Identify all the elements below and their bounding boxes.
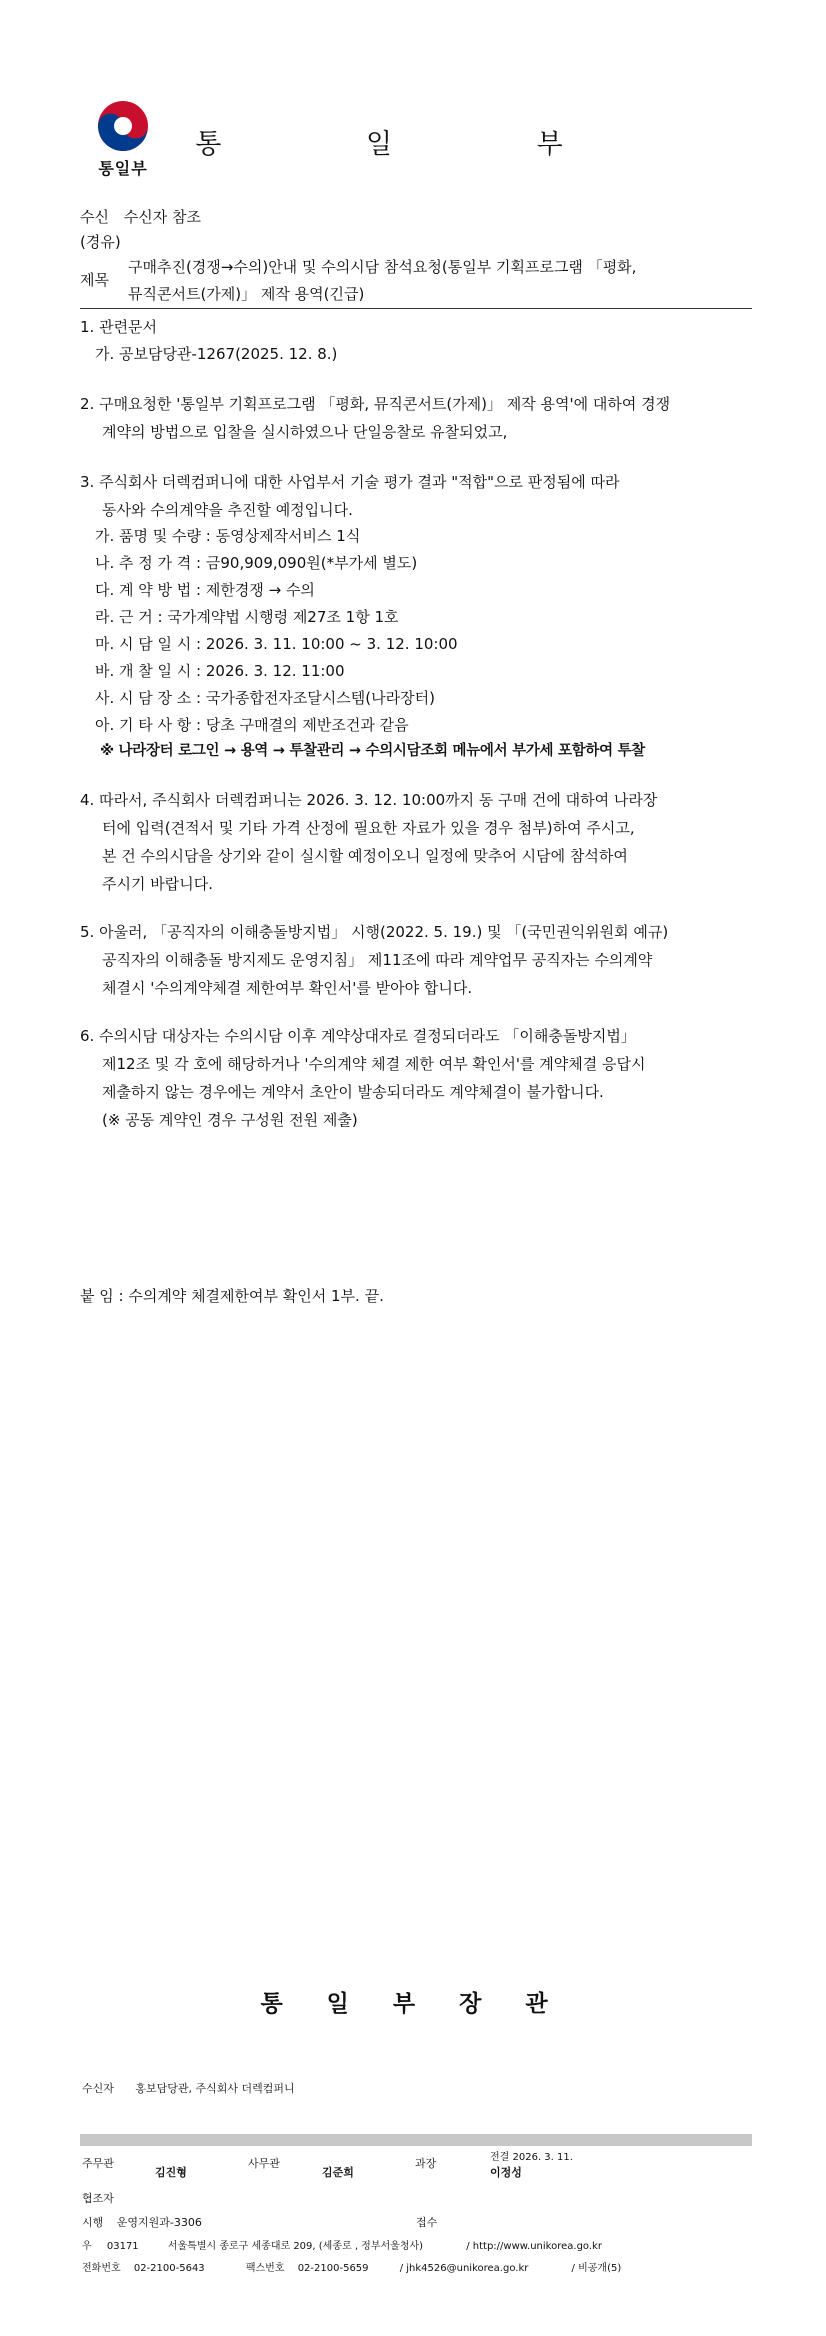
reviewer-name: 김준희 xyxy=(322,2166,354,2179)
title-line-1: 구매추진(경쟁→수의)안내 및 수의시담 참석요청(통일부 기획프로그램 「평화, xyxy=(128,258,637,276)
recipients-row xyxy=(82,2080,295,2096)
receipt-label: 접수 xyxy=(416,2216,438,2229)
footer-divider xyxy=(80,2134,752,2146)
fax-label: 팩스번호 xyxy=(245,2263,285,2274)
item-h: 아. 기 타 사 항 : 당초 구매결의 제반조건과 같음 xyxy=(95,716,409,734)
recipient-value: 수신자 참조 xyxy=(123,208,201,226)
item-d: 라. 근 거 : 국가계약법 시행령 제27조 1항 1호 xyxy=(95,608,399,626)
paragraph-6-line-3: 제출하지 않는 경우에는 계약서 초안이 발송되더라도 계약체결이 불가합니다. xyxy=(102,1083,604,1101)
title-divider xyxy=(80,308,752,309)
minister-signature-title: 통 일 부 장 관 xyxy=(260,1991,566,2017)
homepage-link[interactable]: / http://www.unikorea.go.kr xyxy=(466,2241,602,2252)
recipients-value: 홍보담당관, 주식회사 더렉컴퍼니 xyxy=(135,2082,295,2095)
contact-row xyxy=(82,2259,621,2274)
email-link[interactable]: / jhk4526@unikorea.go.kr xyxy=(399,2263,529,2274)
paragraph-5-line-3: 체결시 '수의계약체결 제한여부 확인서'를 받아야 합니다. xyxy=(102,979,473,997)
approver-label: 과장 xyxy=(415,2157,437,2170)
recipient-row xyxy=(80,205,201,229)
disclosure-status: / 비공개(5) xyxy=(571,2263,622,2274)
enforce-row xyxy=(82,2214,202,2230)
approval-date: 전결 2026. 3. 11. xyxy=(490,2152,573,2163)
approver-name: 이정성 xyxy=(490,2166,522,2179)
paragraph-4-line-4: 주시기 바랍니다. xyxy=(102,875,213,893)
item-c: 다. 계 약 방 법 : 제한경쟁 → 수의 xyxy=(95,581,315,599)
coop-label: 협조자 xyxy=(82,2192,114,2205)
zip-label: 우 xyxy=(82,2241,92,2252)
item-b: 나. 추 정 가 격 : 금90,909,090원(*부가세 별도) xyxy=(95,554,418,572)
logo-text: 통일부 xyxy=(98,159,148,178)
recipients-label: 수신자 xyxy=(82,2082,114,2095)
drafter-label: 주무관 xyxy=(82,2157,114,2170)
phone-label: 전화번호 xyxy=(82,2263,121,2274)
address-value: 서울특별시 종로구 세종대로 209, (세종로 , 정부서울청사) xyxy=(167,2241,424,2252)
paragraph-5-line-1: 5. 아울러, 「공직자의 이해충돌방지법」 시행(2022. 5. 19.) 및 「(국민권익위원회 예규) xyxy=(80,923,669,941)
paragraph-4-line-3: 본 건 수의시담을 상기와 같이 실시할 예정이오니 일정에 맞추어 시담에 참석하여 xyxy=(102,847,628,865)
fax-value: 02-2100-5659 xyxy=(297,2263,369,2274)
item-f: 바. 개 찰 일 시 : 2026. 3. 12. 11:00 xyxy=(95,662,345,680)
item-e: 마. 시 담 일 시 : 2026. 3. 11. 10:00 ~ 3. 12. 10:00 xyxy=(95,635,458,653)
agency-name: 통 일 부 xyxy=(195,129,631,160)
item-a: 가. 품명 및 수량 : 동영상제작서비스 1식 xyxy=(95,527,361,545)
address-row xyxy=(82,2237,602,2252)
paragraph-6-line-2: 제12조 및 각 호에 해당하거나 '수의계약 체결 제한 여부 확인서'를 계약체결 응답시 xyxy=(102,1055,646,1073)
paragraph-1: 1. 관련문서 xyxy=(80,318,158,336)
bidding-note: ※ 나라장터 로그인 → 용역 → 투찰관리 → 수의시담조회 메뉴에서 부가세 포함하여 투찰 xyxy=(100,743,645,759)
zip-value: 03171 xyxy=(106,2241,139,2252)
item-g: 사. 시 담 장 소 : 국가종합전자조달시스템(나라장터) xyxy=(95,689,435,707)
drafter-name: 김진형 xyxy=(155,2166,187,2179)
title-line-2: 뮤직콘서트(가제)」 제작 용역(긴급) xyxy=(128,285,365,303)
paragraph-3-line-1: 3. 주식회사 더렉컴퍼니에 대한 사업부서 기술 평가 결과 "적합"으로 판정됨에 따라 xyxy=(80,473,620,491)
reviewer-label: 사무관 xyxy=(248,2157,280,2170)
paragraph-4-line-1: 4. 따라서, 주식회사 더렉컴퍼니는 2026. 3. 12. 10:00까지 동 구매 건에 대하여 나라장 xyxy=(80,791,658,809)
paragraph-2-line-1: 2. 구매요청한 '통일부 기획프로그램 「평화, 뮤직콘서트(가제)」 제작 용역'에 대하여 경쟁 xyxy=(80,395,671,413)
recipient-label: 수신 xyxy=(80,208,109,226)
enforce-value: 운영지원과-3306 xyxy=(116,2216,202,2229)
paragraph-6-line-4: (※ 공동 계약인 경우 구성원 전원 제출) xyxy=(102,1111,358,1129)
paragraph-1-a: 가. 공보담당관-1267(2025. 12. 8.) xyxy=(95,345,338,363)
paragraph-3-line-2: 동사와 수의계약을 추진할 예정입니다. xyxy=(102,501,353,519)
via-label: (경유) xyxy=(80,233,121,251)
paragraph-2-line-2: 계약의 방법으로 입찰을 실시하였으나 단일응찰로 유찰되었고, xyxy=(102,423,508,441)
paragraph-4-line-2: 터에 입력(견적서 및 기타 가격 산정에 필요한 자료가 있을 경우 첨부)하여 주시고, xyxy=(102,819,635,837)
phone-value: 02-2100-5643 xyxy=(133,2263,205,2274)
paragraph-6-line-1: 6. 수의시담 대상자는 수의시담 이후 계약상대자로 결정되더라도 「이해충돌방지법」 xyxy=(80,1027,636,1045)
title-label: 제목 xyxy=(80,271,109,289)
attachment-line: 붙 임 : 수의계약 체결제한여부 확인서 1부. 끝. xyxy=(80,1287,384,1305)
paragraph-5-line-2: 공직자의 이해충돌 방지제도 운영지침」 제11조에 따라 계약업무 공직자는 수의계약 xyxy=(102,951,653,969)
enforce-label: 시행 xyxy=(82,2216,104,2229)
